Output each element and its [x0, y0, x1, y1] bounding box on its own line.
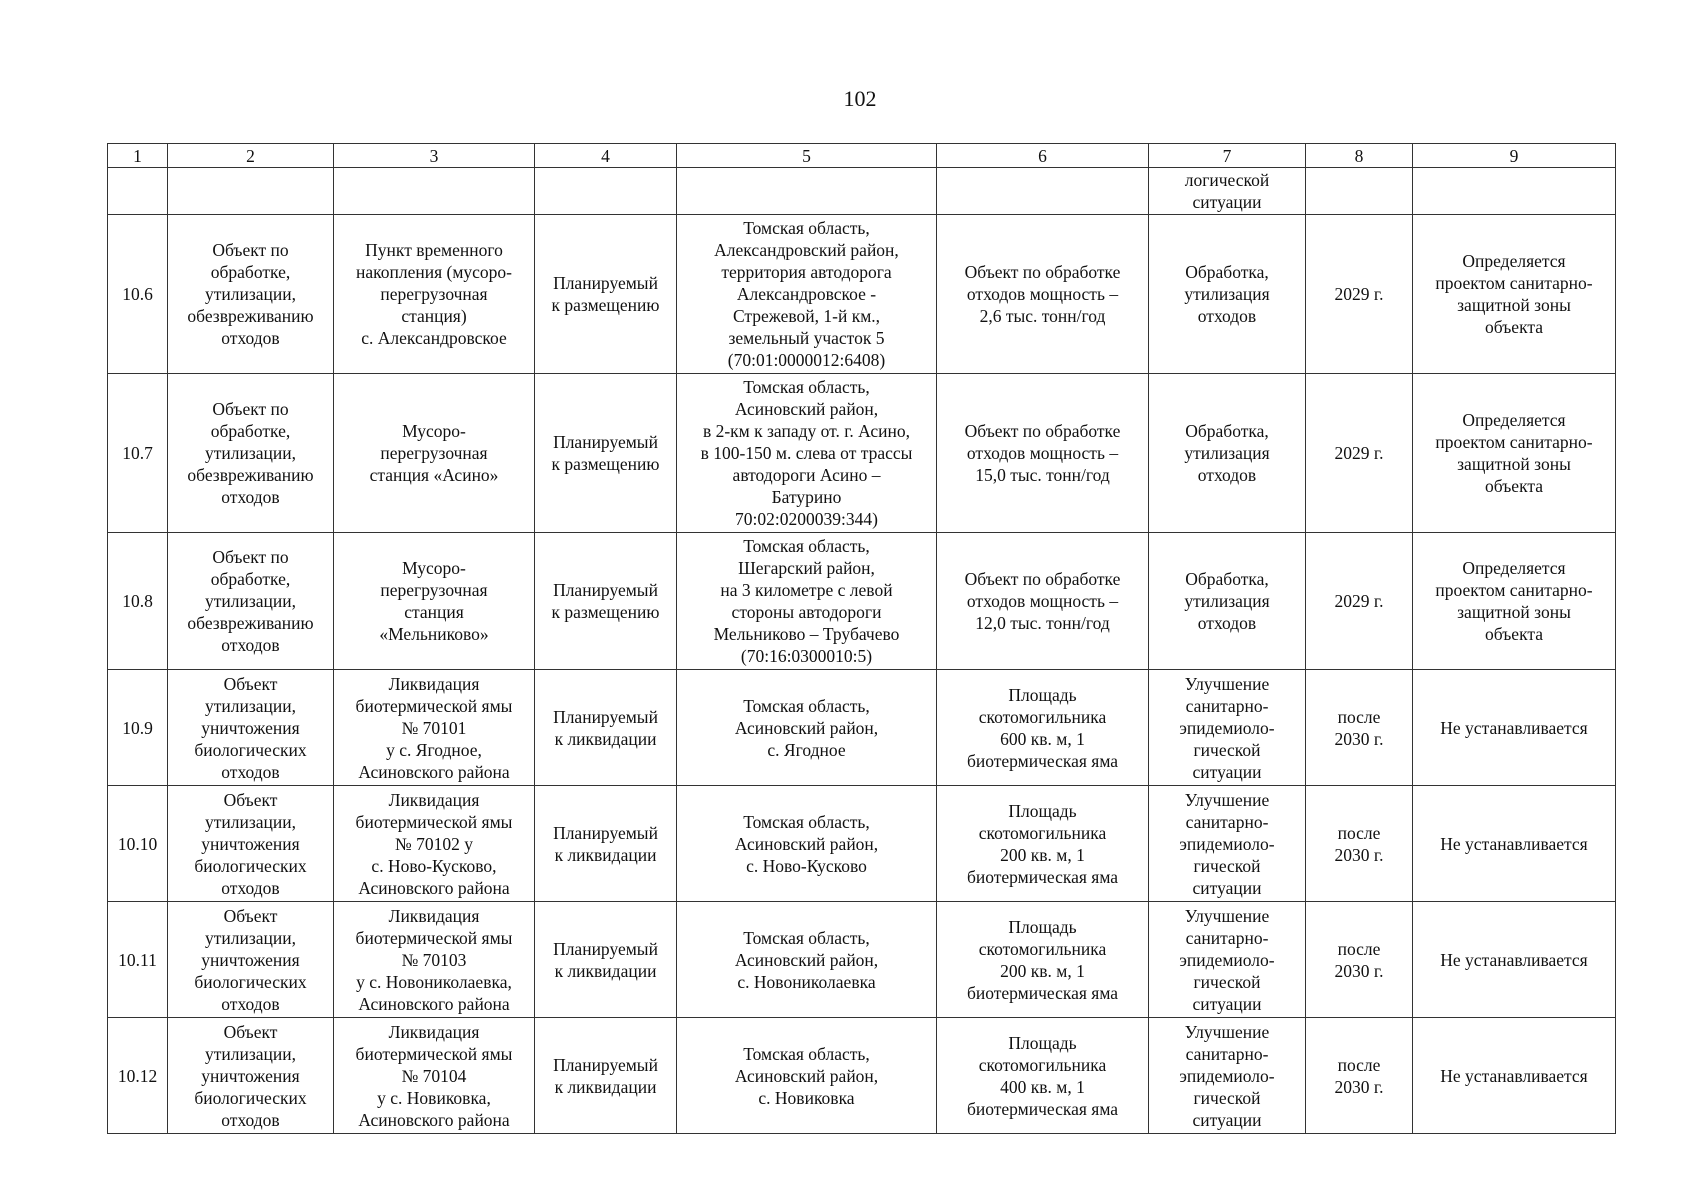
object-type-cell: Объект утилизации, уничтожения биологических отходов	[168, 670, 334, 786]
year-cell: после 2030 г.	[1306, 1018, 1413, 1134]
location-cell: Томская область, Асиновский район, с. Новониколаевка	[677, 902, 937, 1018]
column-number: 8	[1306, 144, 1413, 168]
table-cell	[1306, 168, 1413, 215]
page-number: 102	[843, 86, 877, 111]
zone-cell: Не устанавливается	[1413, 902, 1616, 1018]
location-cell: Томская область, Асиновский район, с. Ново-Кусково	[677, 786, 937, 902]
object-name-cell: Ликвидация биотермической ямы № 70103 у с. Новониколаевка, Асиновского района	[334, 902, 535, 1018]
table-cell	[1413, 168, 1616, 215]
table-row	[108, 670, 1616, 786]
object-name-cell: Мусоро- перегрузочная станция «Мельниково»	[334, 533, 535, 670]
location-cell: Томская область, Асиновский район, с. Ягодное	[677, 670, 937, 786]
status-cell: Планируемый к ликвидации	[535, 670, 677, 786]
row-number-cell: 10.11	[108, 902, 168, 1018]
column-number: 9	[1413, 144, 1616, 168]
table-cell	[535, 168, 677, 215]
table-row	[108, 786, 1616, 902]
characteristics-cell: Объект по обработке отходов мощность – 2,6 тыс. тонн/год	[937, 215, 1149, 374]
purpose-cell: Обработка, утилизация отходов	[1149, 215, 1306, 374]
column-number-row	[108, 144, 1616, 168]
zone-cell: Определяется проектом санитарно- защитной зоны объекта	[1413, 374, 1616, 533]
table-row	[108, 902, 1616, 1018]
year-cell: 2029 г.	[1306, 215, 1413, 374]
purpose-cell: Улучшение санитарно- эпидемиоло- гической ситуации	[1149, 902, 1306, 1018]
column-number: 6	[937, 144, 1149, 168]
table-cell	[168, 168, 334, 215]
column-number: 3	[334, 144, 535, 168]
table-cell	[677, 168, 937, 215]
characteristics-cell: Площадь скотомогильника 600 кв. м, 1 биотермическая яма	[937, 670, 1149, 786]
year-cell: после 2030 г.	[1306, 786, 1413, 902]
status-cell: Планируемый к размещению	[535, 215, 677, 374]
object-type-cell: Объект по обработке, утилизации, обезвреживанию отходов	[168, 215, 334, 374]
zone-cell: Определяется проектом санитарно- защитной зоны объекта	[1413, 215, 1616, 374]
status-cell: Планируемый к ликвидации	[535, 1018, 677, 1134]
column-number: 5	[677, 144, 937, 168]
location-cell: Томская область, Шегарский район, на 3 километре с левой стороны автодороги Мельниково – Трубачево (70:16:0300010:5)	[677, 533, 937, 670]
characteristics-cell: Площадь скотомогильника 400 кв. м, 1 биотермическая яма	[937, 1018, 1149, 1134]
table-row	[108, 1018, 1616, 1134]
location-cell: Томская область, Асиновский район, с. Новиковка	[677, 1018, 937, 1134]
location-cell: Томская область, Асиновский район, в 2-км к западу от. г. Асино, в 100-150 м. слева от трассы автодороги Асино – Батурино 70:02:0200039:344)	[677, 374, 937, 533]
characteristics-cell: Площадь скотомогильника 200 кв. м, 1 биотермическая яма	[937, 902, 1149, 1018]
object-type-cell: Объект утилизации, уничтожения биологических отходов	[168, 902, 334, 1018]
location-cell: Томская область, Александровский район, территория автодорога Александровское - Стрежевой, 1-й км., земельный участок 5 (70:01:0000012:6408)	[677, 215, 937, 374]
table-cell	[937, 168, 1149, 215]
year-cell: после 2030 г.	[1306, 670, 1413, 786]
row-number-cell: 10.7	[108, 374, 168, 533]
object-name-cell: Ликвидация биотермической ямы № 70104 у с. Новиковка, Асиновского района	[334, 1018, 535, 1134]
table-cell	[108, 168, 168, 215]
status-cell: Планируемый к размещению	[535, 374, 677, 533]
zone-cell: Не устанавливается	[1413, 670, 1616, 786]
table-row	[108, 215, 1616, 374]
purpose-cell: Улучшение санитарно- эпидемиоло- гической ситуации	[1149, 786, 1306, 902]
row-number-cell: 10.6	[108, 215, 168, 374]
year-cell: после 2030 г.	[1306, 902, 1413, 1018]
object-name-cell: Ликвидация биотермической ямы № 70101 у с. Ягодное, Асиновского района	[334, 670, 535, 786]
table-cell: логической ситуации	[1149, 168, 1306, 215]
table-row	[108, 374, 1616, 533]
planned-objects-table	[107, 143, 1616, 1134]
table-cell	[334, 168, 535, 215]
object-type-cell: Объект по обработке, утилизации, обезвреживанию отходов	[168, 374, 334, 533]
table-row	[108, 533, 1616, 670]
status-cell: Планируемый к ликвидации	[535, 902, 677, 1018]
characteristics-cell: Площадь скотомогильника 200 кв. м, 1 биотермическая яма	[937, 786, 1149, 902]
characteristics-cell: Объект по обработке отходов мощность – 15,0 тыс. тонн/год	[937, 374, 1149, 533]
zone-cell: Определяется проектом санитарно- защитной зоны объекта	[1413, 533, 1616, 670]
object-name-cell: Ликвидация биотермической ямы № 70102 у с. Ново-Кусково, Асиновского района	[334, 786, 535, 902]
purpose-cell: Обработка, утилизация отходов	[1149, 533, 1306, 670]
purpose-cell: Улучшение санитарно- эпидемиоло- гической ситуации	[1149, 1018, 1306, 1134]
purpose-cell: Улучшение санитарно- эпидемиоло- гической ситуации	[1149, 670, 1306, 786]
row-number-cell: 10.9	[108, 670, 168, 786]
status-cell: Планируемый к ликвидации	[535, 786, 677, 902]
column-number: 7	[1149, 144, 1306, 168]
year-cell: 2029 г.	[1306, 533, 1413, 670]
row-number-cell: 10.8	[108, 533, 168, 670]
column-number: 2	[168, 144, 334, 168]
continuation-row	[108, 168, 1616, 215]
characteristics-cell: Объект по обработке отходов мощность – 12,0 тыс. тонн/год	[937, 533, 1149, 670]
column-number: 1	[108, 144, 168, 168]
row-number-cell: 10.10	[108, 786, 168, 902]
object-type-cell: Объект утилизации, уничтожения биологических отходов	[168, 1018, 334, 1134]
year-cell: 2029 г.	[1306, 374, 1413, 533]
column-number: 4	[535, 144, 677, 168]
object-type-cell: Объект утилизации, уничтожения биологических отходов	[168, 786, 334, 902]
object-name-cell: Пункт временного накопления (мусоро- перегрузочная станция) с. Александровское	[334, 215, 535, 374]
status-cell: Планируемый к размещению	[535, 533, 677, 670]
zone-cell: Не устанавливается	[1413, 786, 1616, 902]
object-type-cell: Объект по обработке, утилизации, обезвреживанию отходов	[168, 533, 334, 670]
zone-cell: Не устанавливается	[1413, 1018, 1616, 1134]
row-number-cell: 10.12	[108, 1018, 168, 1134]
object-name-cell: Мусоро- перегрузочная станция «Асино»	[334, 374, 535, 533]
purpose-cell: Обработка, утилизация отходов	[1149, 374, 1306, 533]
